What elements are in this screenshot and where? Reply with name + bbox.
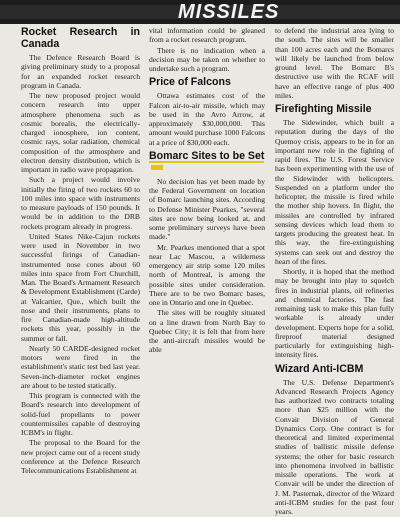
paragraph: The Defence Research Board is giving preliminary study to a proposal for an expanded rocket research program in Canada. xyxy=(21,53,140,90)
paragraph: The sites will be roughly situated on a line drawn from North Bay to Quebec City; it is felt that from here the anti-aircraft missiles would be able xyxy=(149,308,265,355)
heading-text: Bomarc Sites to be Set xyxy=(149,149,265,162)
column-1 xyxy=(21,26,140,476)
section-banner xyxy=(0,0,400,24)
article-heading-firefighting-missile: Firefighting Missile xyxy=(275,103,372,115)
paragraph: The Sidewinder, which built a reputation during the days of the Quemoy crisis, appears to be in for an important new role in the fighting of rapid fires. The U.S. Forest Service has been experimenting with the use of the Sidewinder with helicopters. Suspended on a platform under the helicopter, the missile is fired while the mother ship hovers. In flight, the missiles are controlled by infrared sensing devices which lead them to targets producing the greatest heat. In this way, the fire-extinguishing systems can seek out and destroy the heart of the fires. xyxy=(275,118,394,266)
paragraph: to defend the industrial area lying to the south. The sites will be smaller than 100 acres each and the Bomarcs will likely be launched from below ground level. The Bomarc B's destructive use with the RCAF will have an effective range of plus 400 miles. xyxy=(275,26,394,100)
article-heading-rocket-research: Rocket Research in Canada xyxy=(21,26,140,50)
article-heading-price-of-falcons: Price of Falcons xyxy=(149,76,231,89)
article-heading-bomarc-sites xyxy=(149,150,265,174)
paragraph: The proposal to the Board for the new project came out of a recent study conference at the Defence Research Telecommunications Establishment at xyxy=(21,438,140,475)
paragraph: Mr. Pearkes mentioned that a spot near Lac Mascou, a wilderness emergency air strip some 120 miles north of Montreal, is among the possible sites under consideration. There are to be two Bomarc bases, one in Ontario and one in Quebec. xyxy=(149,242,265,307)
paragraph: There is no indication when a decision may be taken on whether to undertake such a program. xyxy=(149,45,265,73)
paragraph: Shortly, it is hoped that the method may be brought into play to squelch fires in industrial plants, oil refineries and chemical factories. The fast remaining task to make this plan fully workable is already under development. Experts hope for a solid, fireproof material designed particularly for extinguishing high-intensity fires. xyxy=(275,267,394,360)
paragraph: Such a project would involve initially the firing of two rockets 60 to 100 miles into space with instruments to measure payloads of 150 pounds. It would be in addition to the DRB rockets program already in progress. xyxy=(21,175,140,231)
paragraph: Ottawa estimates cost of the Falcon air-to-air missile, which may be used in the Avro Arrow, at approximately $30,000,000. This amount would purchase 1000 Falcons at a price of $30,000 each. xyxy=(149,91,265,147)
paragraph: Nearly 50 CARDE-designed rocket motors were fired in the establishment's static test bed last year. Seven-inch-diameter rocket engines are about to be tested statically. xyxy=(21,343,140,390)
paragraph: United States Nike-Cajun rockets were used in November in two successful firings of Canadian-instrumented nose cones about 60 miles into space from Fort Churchill, Man. The Board's Armament Research & Development Establishment (Carde) at Valcartier, Que., which built the nose and their instruments, plans to fire Canadian-made high-altitude rockets this year, possibly in the summer or fall. xyxy=(21,231,140,343)
highlight-mark xyxy=(151,165,163,170)
column-2 xyxy=(149,26,265,356)
paragraph: vital information could be gleaned from a rocket research program. xyxy=(149,26,265,45)
paragraph: No decision has yet been made by the Federal Government on location of Bomarc launching sites. According to Defense Minister Pearkes, "several sites are now being looked at, and some preliminary surveys have been made." xyxy=(149,176,265,242)
paragraph: The new proposed project would concern research into upper atmosphere phenomena such as cosmic borealis, the electrically-charged ionosphere, ion content, cosmic rays, solar radiation, chemical composition of the atmosphere and electron density distribution, which is important in radio wave propagation. xyxy=(21,91,140,174)
article-body-rocket-research xyxy=(21,53,140,475)
paragraph: This program is connected with the Board's research into development of solid-fuel propellants to power countermissiles capable of destroying ICBM's in flight. xyxy=(21,391,140,437)
article-heading-wizard-anti-icbm: Wizard Anti-ICBM xyxy=(275,362,364,375)
column-3 xyxy=(275,26,394,517)
paragraph: The U.S. Defense Department's Advanced Research Projects Agency has authorized two contracts totaling more than $25 million with the Convair Division of General Dynamics Corp. One contract is for theoretical and limited experimental studies of ballistic missile defense systems; the other for basic research into phenomena involved in ballistic missile operations. The work at Convair will be under the direction of J. M. Pasternak, director of the Wizard anti-ICBM studies for the past four years. xyxy=(275,377,394,516)
section-title: MISSILES xyxy=(178,1,280,23)
